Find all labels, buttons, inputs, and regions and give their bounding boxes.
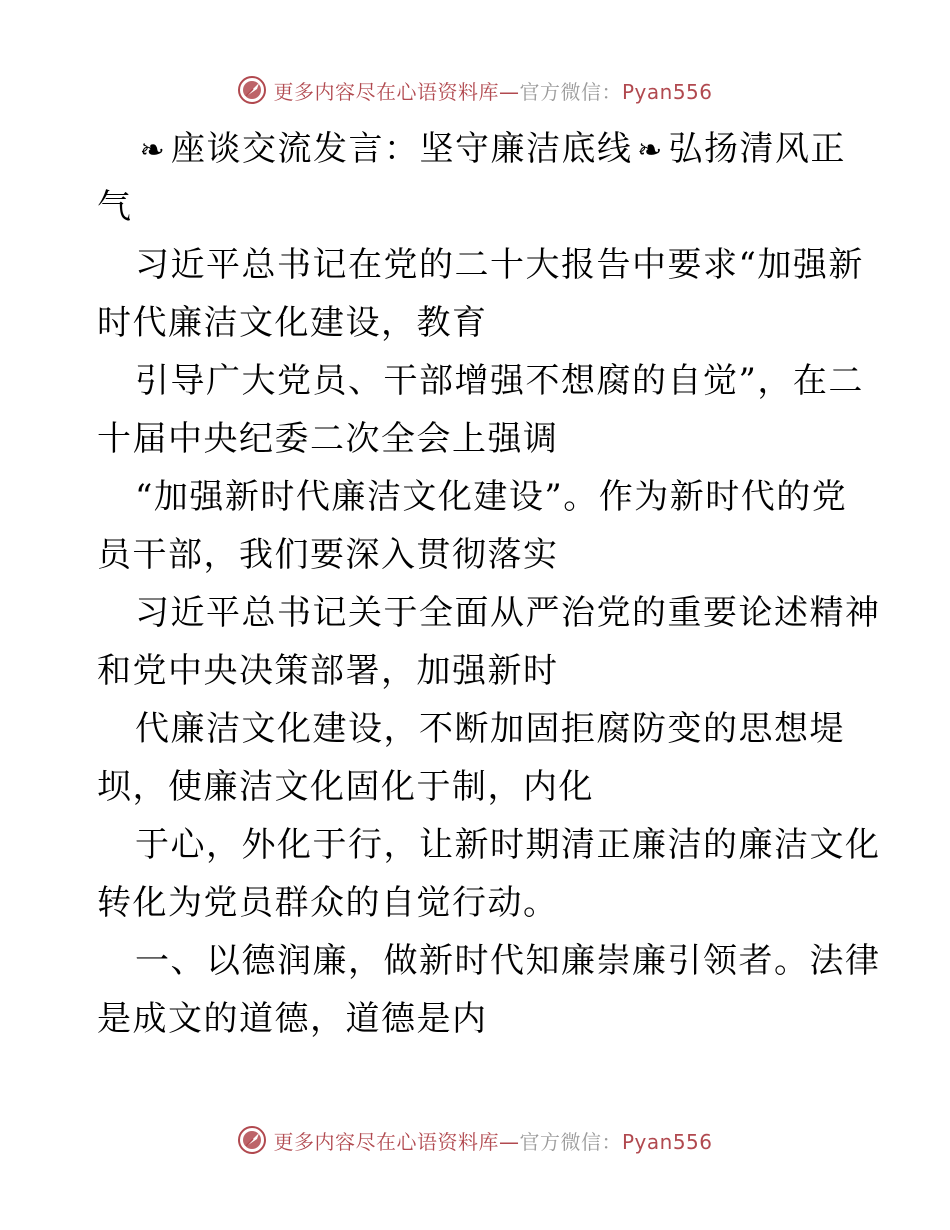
paragraph-line: 时代廉洁文化建设，教育 (97, 303, 488, 343)
paragraph-line: 习近平总书记在党的二十大报告中要求“加强新 (135, 245, 864, 285)
watermark-dash: — (498, 79, 520, 104)
paragraph-line: 引导广大党员、干部增强不想腐的自觉”，在二 (135, 361, 864, 401)
paragraph-line: 代廉洁文化建设，不断加固拒腐防变的思想堤 (135, 709, 845, 749)
header-watermark (0, 70, 950, 110)
paragraph-line: “加强新时代廉洁文化建设”。作为新时代的党 (135, 477, 848, 517)
footer-watermark (0, 1120, 950, 1160)
paragraph-line: 是成文的道德，道德是内 (97, 999, 488, 1039)
watermark-official: 官方微信： (519, 79, 622, 104)
paragraph-line: 员干部，我们要深入贯彻落实 (97, 535, 559, 575)
paragraph-line: 和党中央决策部署，加强新时 (97, 651, 559, 691)
watermark-site: 更多内容尽在心语资料库 (273, 1129, 499, 1154)
title-part-2: 弘扬清风正 (668, 129, 846, 169)
watermark-id: Pyan556 (621, 79, 713, 104)
paragraph-line: 习近平总书记关于全面从严治党的重要论述精神 (135, 593, 881, 633)
document-title-line-1 (97, 120, 857, 178)
quill-logo-icon (237, 1125, 267, 1155)
fleuron-icon: ❧ (139, 133, 167, 168)
paragraph-line: 十届中央纪委二次全会上强调 (97, 419, 559, 459)
paragraph-line: 坝，使廉洁文化固化于制，内化 (97, 767, 594, 807)
paragraph-line: 于心，外化于行，让新时期清正廉洁的廉洁文化 (135, 825, 881, 865)
watermark-id: Pyan556 (621, 1129, 713, 1154)
document-body (97, 120, 881, 1048)
watermark-text (273, 1126, 712, 1155)
fleuron-icon: ❧ (637, 133, 664, 168)
title-part-1: 座谈交流发言：坚守廉洁底线 (171, 129, 633, 169)
watermark-official: 官方微信： (519, 1129, 622, 1154)
watermark-site: 更多内容尽在心语资料库 (273, 79, 499, 104)
watermark-dash: — (498, 1129, 520, 1154)
paragraph-line: 转化为党员群众的自觉行动。 (97, 883, 559, 923)
watermark-text (273, 76, 712, 105)
paragraph-line: 一、以德润廉，做新时代知廉崇廉引领者。法律 (135, 941, 881, 981)
quill-logo-icon (237, 75, 267, 105)
document-title-line-2: 气 (97, 187, 133, 227)
